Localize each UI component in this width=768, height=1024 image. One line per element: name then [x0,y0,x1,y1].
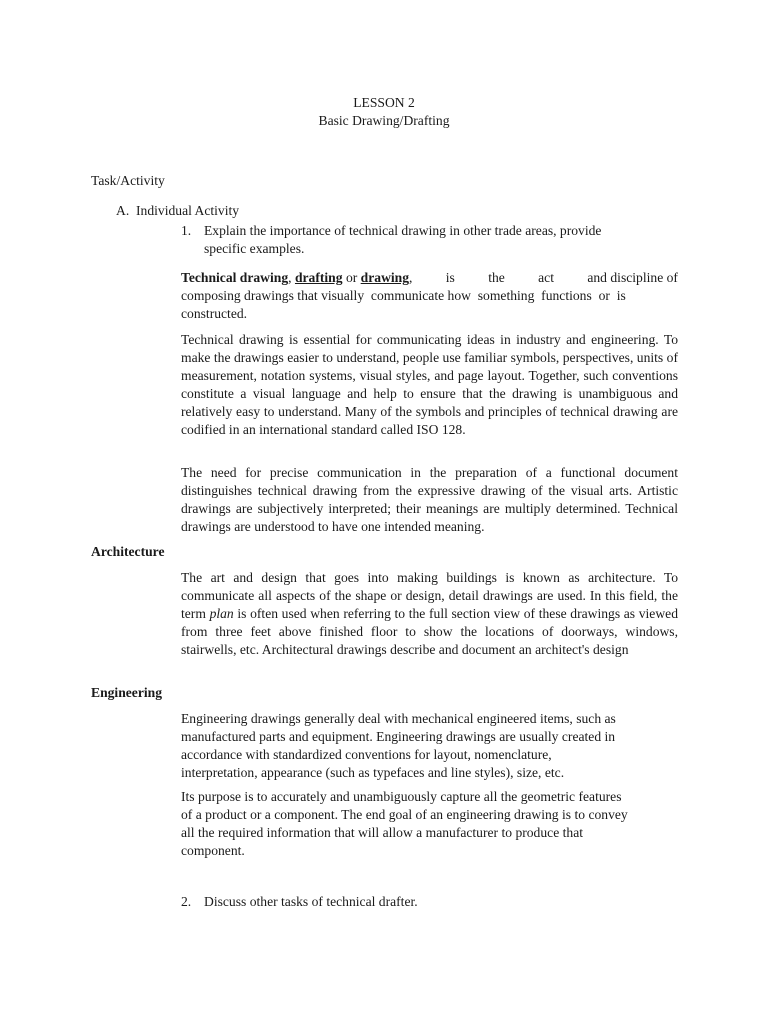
term-or: or [345,270,358,285]
definition-paragraph [181,269,678,323]
engineering-p2-line: Its purpose is to accurately and unambiguously capture all the geometric features [181,789,622,804]
engineering-p1-line: Engineering drawings generally deal with mechanical engineered items, such as [181,711,616,726]
item-1-question [204,222,664,258]
engineering-paragraph-1 [181,710,678,782]
definition-line-1 [181,269,678,287]
definition-line-2: composing drawings that visually communicate how something functions or is [181,288,626,303]
architecture-text-end: is often used when referring to the full section view of these drawings as viewed from three feet above finished floor to show the locations of doorways, windows, stairwells, etc. Architectural drawings describe and document an architect's design [181,606,678,657]
engineering-heading: Engineering [91,685,162,700]
engineering-p1-line: accordance with standardized conventions for layout, nomenclature, [181,747,552,762]
architecture-text-start: The art and design that goes into making buildings is known as architecture. To communicate all aspects of the shape or design, detail drawings are used. In this field, the term [181,570,678,621]
item-1-line-2: specific examples. [204,241,305,256]
engineering-p1-line: manufactured parts and equipment. Engineering drawings are usually created in [181,729,616,744]
architecture-term-plan: plan [209,606,234,621]
word-is: is [445,270,455,285]
engineering-p1-line: interpretation, appearance (such as typefaces and line styles), size, etc. [181,765,565,780]
engineering-p2-line: of a product or a component. The end goal of an engineering drawing is to convey [181,807,628,822]
term-separator: , [288,270,292,285]
importance-paragraph: Technical drawing is essential for communicating ideas in industry and engineering. To make the drawings easier to understand, people use familiar symbols, perspectives, units of measurement, notation systems, visual styles, and page layout. Together, such conventions constitute a visual language and help to ensure that the drawing is unambiguous and relatively easy to understand. Many of the symbols and principles of technical drawing are codified in an international standard called ISO 128. [181,332,678,437]
item-2-question: Discuss other tasks of technical drafter. [204,894,418,909]
definition-terms [181,269,412,287]
engineering-paragraph-2 [181,788,678,860]
section-a-marker: A. [116,203,130,218]
term-drawing: drawing [360,270,410,285]
engineering-p2-line: component. [181,843,245,858]
item-1-line-1: Explain the importance of technical drawing in other trade areas, provide [204,223,602,238]
word-and-discipline: and discipline of [587,270,678,285]
task-activity-label: Task/Activity [91,173,165,188]
engineering-p2-line: all the required information that will allow a manufacturer to produce that [181,825,584,840]
word-the: the [488,270,505,285]
lesson-number: LESSON 2 [353,95,415,110]
lesson-title: Basic Drawing/Drafting [318,113,450,128]
term-technical-drawing: Technical drawing [181,270,289,285]
precision-paragraph: The need for precise communication in the preparation of a functional document distinguishes technical drawing from the expressive drawing of the visual arts. Artistic drawings are subjectively interpreted; their meanings are multiply determined. Technical drawings are understood to have one intended meaning. [181,465,678,534]
item-1-number: 1. [181,223,192,238]
architecture-paragraph [181,569,678,659]
item-2-number: 2. [181,894,192,909]
section-a-title: Individual Activity [136,203,240,218]
term-drafting: drafting [294,270,343,285]
definition-line-3: constructed. [181,306,248,321]
word-act: act [538,270,554,285]
architecture-heading: Architecture [91,544,165,559]
term-separator-2: , [409,270,413,285]
